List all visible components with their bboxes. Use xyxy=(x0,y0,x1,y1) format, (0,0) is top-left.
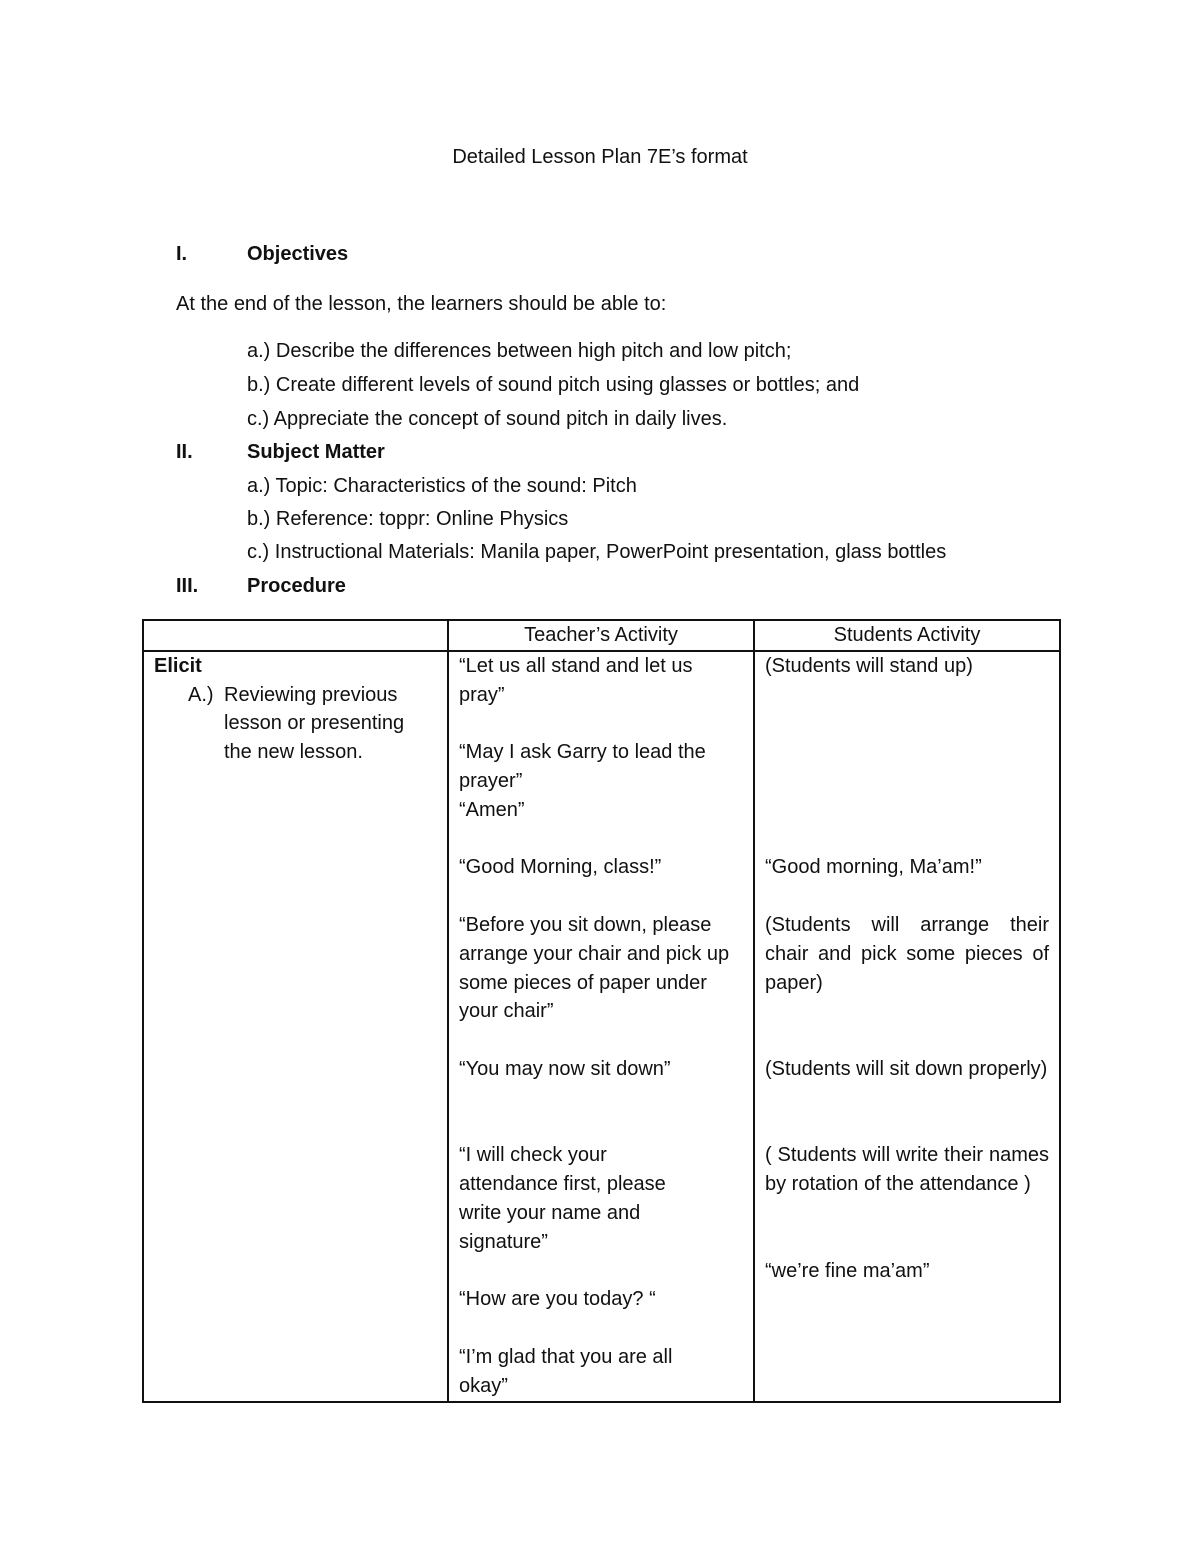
student-line: (Students will stand up) xyxy=(765,654,973,677)
procedure-table xyxy=(142,619,1061,1403)
teacher-line: “Before you sit down, please arrange your chair and pick up some pieces of paper under your chair” xyxy=(459,913,730,1023)
phase-item-text: Reviewing previous lesson or presenting the new lesson. xyxy=(224,683,405,764)
objective-item-a: a.) Describe the differences between high pitch and low pitch; xyxy=(247,340,792,362)
objectives-numeral: I. xyxy=(176,243,188,265)
table-row-elicit xyxy=(143,651,1060,1402)
subject-item-reference: b.) Reference: toppr: Online Physics xyxy=(247,508,569,530)
phase-cell xyxy=(143,651,448,1402)
objectives-heading: Objectives xyxy=(247,243,349,265)
teacher-line: “I’m glad that you are all okay” xyxy=(459,1345,673,1397)
subject-item-topic: a.) Topic: Characteristics of the sound: Pitch xyxy=(247,475,637,497)
student-line: ( Students will write their names by rotation of the attendance ) xyxy=(765,1144,1049,1196)
objective-item-b: b.) Create different levels of sound pitch using glasses or bottles; and xyxy=(247,374,860,396)
student-line: “we’re fine ma’am” xyxy=(765,1259,930,1282)
teacher-line: “How are you today? “ xyxy=(459,1288,656,1311)
teacher-line: “I will check your attendance first, please write your name and signature” xyxy=(459,1144,666,1253)
subject-matter-heading: Subject Matter xyxy=(247,441,385,463)
header-empty-cell xyxy=(143,620,448,651)
teacher-line: “Amen” xyxy=(459,798,525,821)
teacher-activity-cell xyxy=(448,651,754,1402)
teacher-line: “You may now sit down” xyxy=(459,1057,671,1080)
teacher-line: “Let us all stand and let us pray” xyxy=(459,654,693,706)
teacher-line: “Good Morning, class!” xyxy=(459,856,662,879)
student-line: (Students will arrange their chair and pick some pieces of paper) xyxy=(765,913,1049,994)
procedure-numeral: III. xyxy=(176,575,199,597)
procedure-heading: Procedure xyxy=(247,575,346,597)
objective-item-c: c.) Appreciate the concept of sound pitch in daily lives. xyxy=(247,408,728,430)
subject-item-materials: c.) Instructional Materials: Manila paper, PowerPoint presentation, glass bottles xyxy=(247,541,947,563)
phase-label: Elicit xyxy=(154,654,202,677)
document-title: Detailed Lesson Plan 7E’s format xyxy=(452,146,748,168)
phase-item xyxy=(154,681,437,767)
phase-item-marker: A.) xyxy=(188,683,214,706)
student-line: (Students will sit down properly) xyxy=(765,1057,1048,1080)
table-header-row xyxy=(143,620,1060,651)
objectives-intro: At the end of the lesson, the learners should be able to: xyxy=(176,293,667,315)
header-teacher-activity: Teacher’s Activity xyxy=(448,620,754,651)
subject-matter-numeral: II. xyxy=(176,441,193,463)
students-activity-cell xyxy=(754,651,1060,1402)
teacher-line: “May I ask Garry to lead the prayer” xyxy=(459,741,706,792)
student-line: “Good morning, Ma’am!” xyxy=(765,856,982,879)
header-students-activity: Students Activity xyxy=(754,620,1060,651)
